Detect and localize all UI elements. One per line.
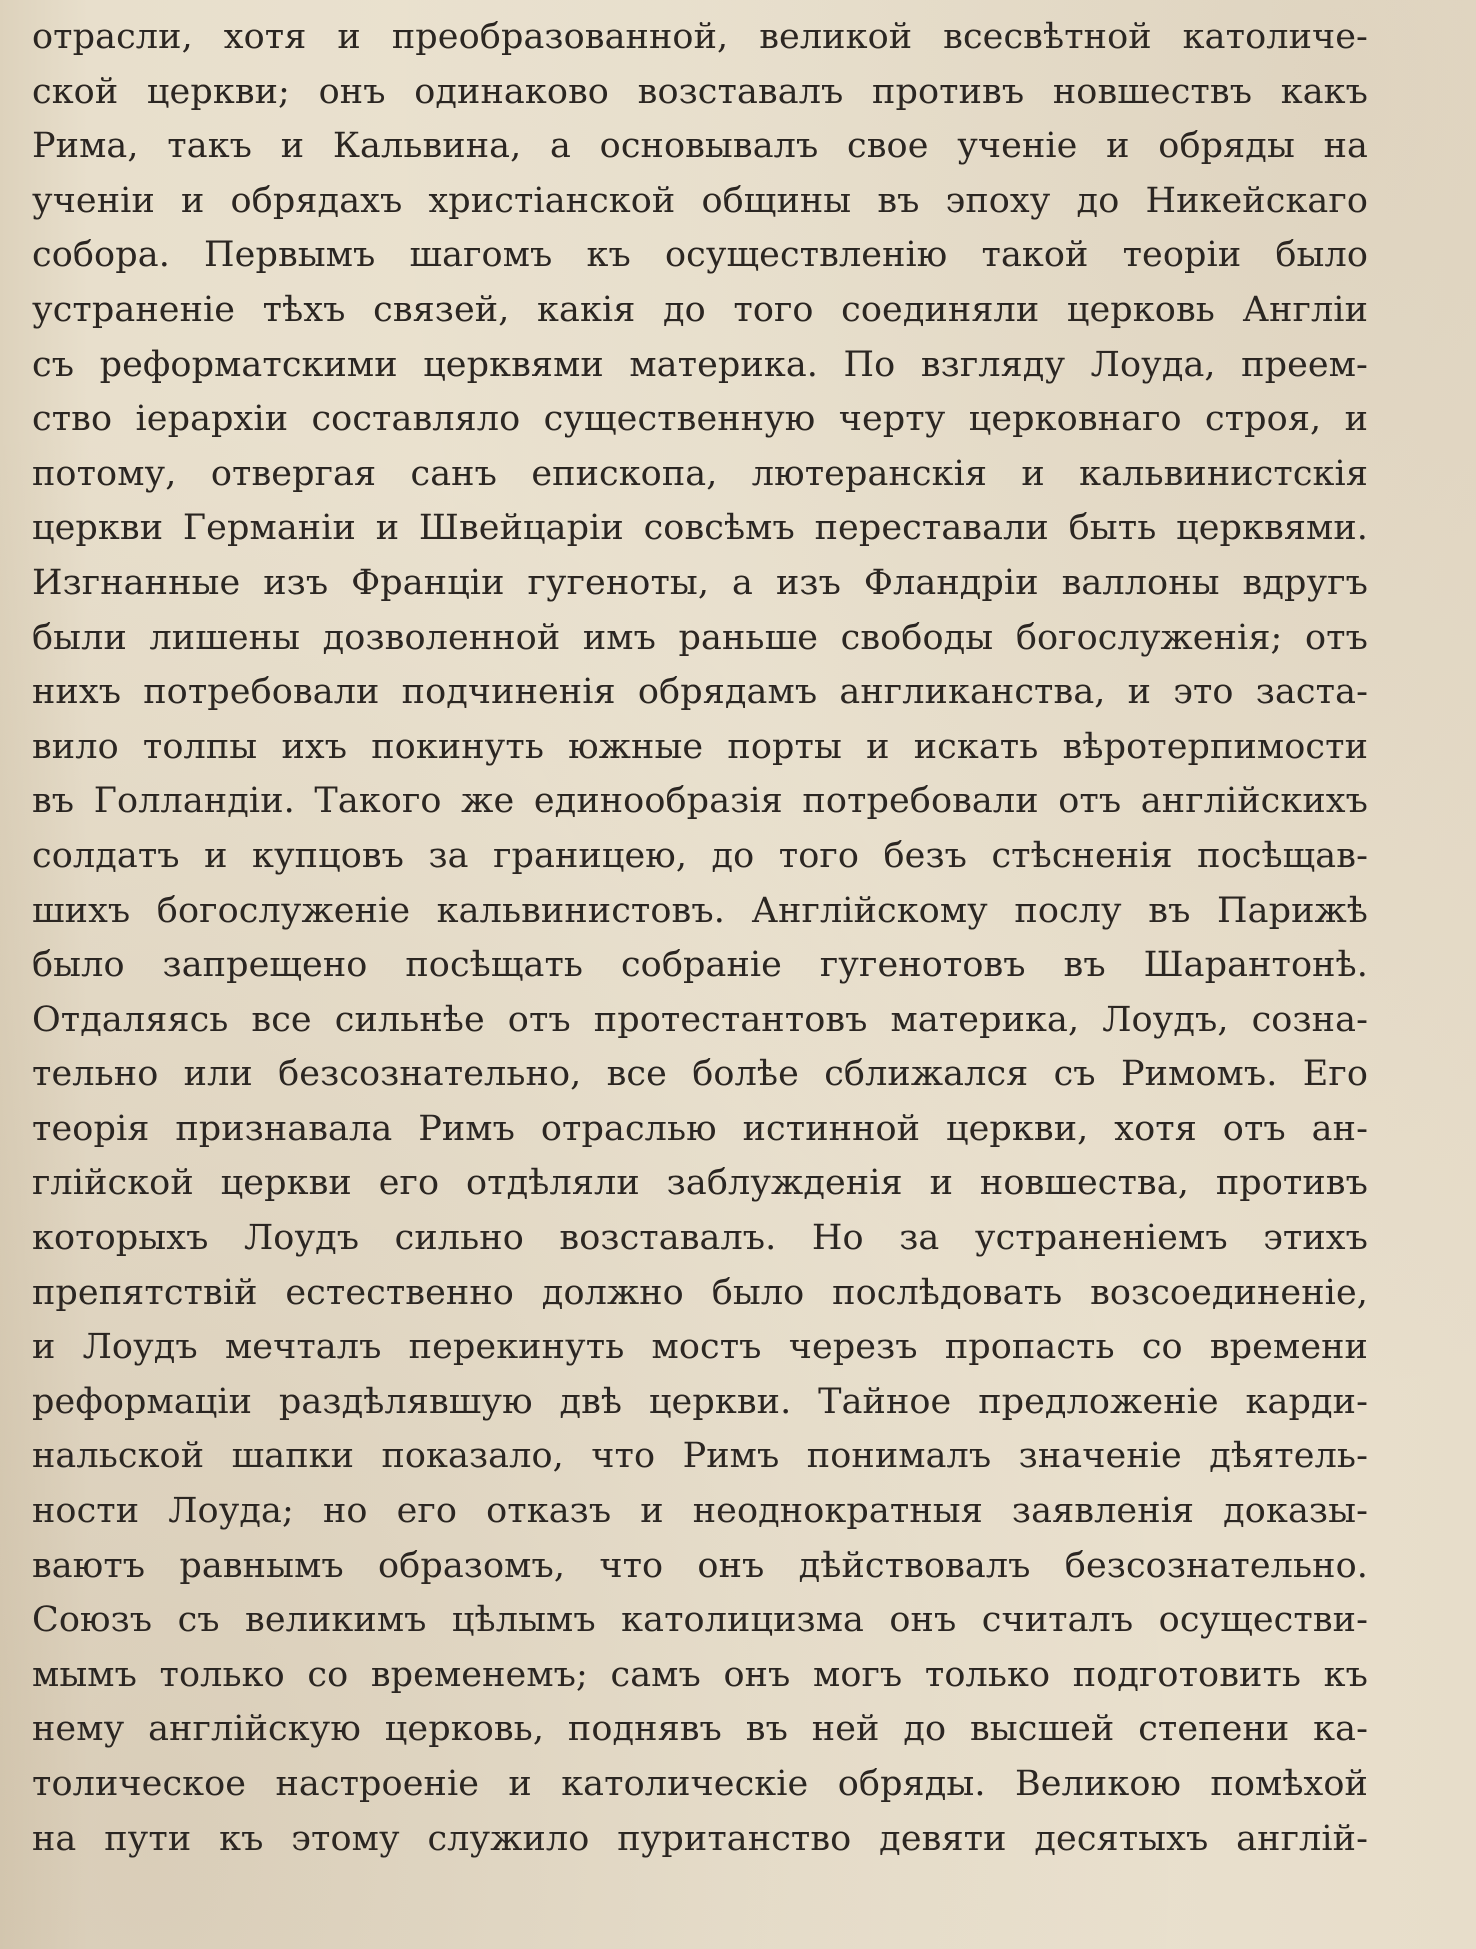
text-line: нему англійскую церковь, поднявъ въ ней до высшей степени ка- [32,1709,1368,1750]
text-line: на пути къ этому служило пуританство девяти десятыхъ англій- [32,1818,1368,1859]
text-line: были лишены дозволенной имъ раньше свободы богослуженія; отъ [32,617,1368,658]
text-line: тельно или безсознательно, все болѣе сближался съ Римомъ. Его [32,1054,1368,1095]
text-line: вило толпы ихъ покинуть южные порты и искать вѣротерпимости [32,726,1368,767]
text-line: нальской шапки показало, что Римъ понималъ значеніе дѣятель- [32,1436,1368,1477]
text-line: теорія признавала Римъ отраслью истинной церкви, хотя отъ ан- [32,1108,1368,1149]
text-line: было запрещено посѣщать собраніе гугенотовъ въ Шарантонѣ. [32,945,1368,986]
text-line: мымъ только со временемъ; самъ онъ могъ только подготовить къ [32,1654,1368,1695]
text-line: устраненіе тѣхъ связей, какія до того соединяли церковь Англіи [32,289,1368,330]
text-line: потому, отвергая санъ епископа, лютеранскія и кальвинистскія [32,453,1368,494]
text-line: глійской церкви его отдѣляли заблужденія и новшества, противъ [32,1163,1368,1204]
text-line: препятствій естественно должно было послѣдовать возсоединеніе, [32,1272,1368,1313]
text-line: солдатъ и купцовъ за границею, до того безъ стѣсненія посѣщав- [32,835,1368,876]
text-line: нихъ потребовали подчиненія обрядамъ англиканства, и это заста- [32,672,1368,713]
text-line: ности Лоуда; но его отказъ и неоднократныя заявленія доказы- [32,1491,1368,1532]
text-line: которыхъ Лоудъ сильно возставалъ. Но за устраненіемъ этихъ [32,1218,1368,1259]
text-line: толическое настроеніе и католическіе обряды. Великою помѣхой [32,1764,1368,1804]
text-line: ваютъ равнымъ образомъ, что онъ дѣйствовалъ безсознательно. [32,1545,1368,1586]
text-line: собора. Первымъ шагомъ къ осуществленію такой теоріи было [32,235,1368,276]
text-line: Отдаляясь все сильнѣе отъ протестантовъ материка, Лоудъ, созна- [32,999,1368,1040]
text-line: церкви Германіи и Швейцаріи совсѣмъ переставали быть церквями. [32,508,1368,549]
text-line: съ реформатскими церквями материка. По взгляду Лоуда, преем- [32,344,1368,385]
text-line: Союзъ съ великимъ цѣлымъ католицизма онъ считалъ осуществи- [32,1600,1368,1641]
text-line: ство іерархіи составляло существенную черту церковнаго строя, и [32,399,1368,440]
body-text [32,10,1368,1866]
text-line: въ Голландіи. Такого же единообразія потребовали отъ англійскихъ [32,781,1368,822]
text-line: Рима, такъ и Кальвина, а основывалъ свое ученіе и обряды на [32,126,1368,167]
text-line: Изгнанные изъ Франціи гугеноты, а изъ Фландріи валлоны вдругъ [32,562,1368,603]
text-line: ской церкви; онъ одинаково возставалъ противъ новшествъ какъ [32,71,1368,112]
text-line: шихъ богослуженіе кальвинистовъ. Англійскому послу въ Парижѣ [32,890,1368,931]
text-line: и Лоудъ мечталъ перекинуть мостъ черезъ пропасть со времени [32,1327,1368,1368]
text-line: реформаціи раздѣлявшую двѣ церкви. Тайное предложеніе карди- [32,1381,1368,1422]
text-line: отрасли, хотя и преобразованной, великой всесвѣтной католиче- [32,17,1368,57]
text-line: ученіи и обрядахъ христіанской общины въ эпоху до Никейскаго [32,180,1368,221]
